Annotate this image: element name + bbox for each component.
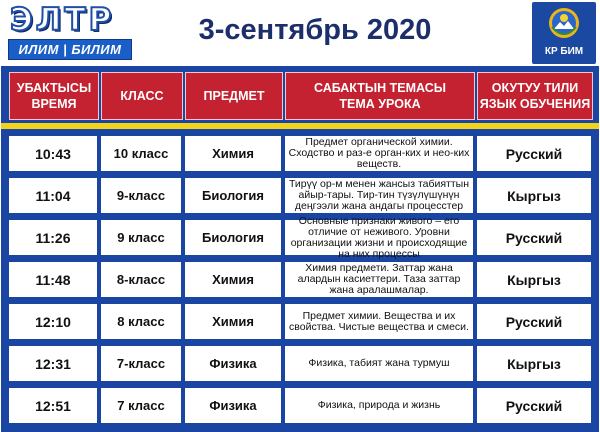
cell-time: 11:04 (9, 178, 97, 213)
cell-subject: Химия (185, 262, 281, 297)
table-header (1, 72, 599, 120)
cell-class: 9 класс (101, 220, 181, 255)
cell-topic: Предмет органической химии. Сходство и раз-е орган-ких и нео-ких веществ. (285, 136, 473, 171)
cell-subject: Химия (185, 136, 281, 171)
table-row (1, 262, 599, 298)
logo-subtitle: ИЛИМ | БИЛИМ (8, 39, 132, 60)
cell-class: 7 класс (101, 388, 181, 423)
header-class-label: КЛАСС (120, 89, 164, 103)
cell-subject: Биология (185, 178, 281, 213)
eltr-logo (6, 4, 132, 60)
cell-time: 11:26 (9, 220, 97, 255)
cell-class: 10 класс (101, 136, 181, 171)
cell-topic: Химия предмети. Заттар жана алардын касиеттери. Таза заттар жана аралашмалар. (285, 262, 473, 297)
cell-class: 9-класс (101, 178, 181, 213)
schedule-table (1, 66, 599, 432)
cell-topic: Предмет химии. Вещества и их свойства. Чистые вещества и смеси. (285, 304, 473, 339)
header-language-line1: ОКУТУУ ТИЛИ (491, 81, 579, 95)
cell-class: 7-класс (101, 346, 181, 381)
cell-language: Кыргыз (477, 178, 591, 213)
table-row (1, 388, 599, 424)
ministry-emblem (532, 2, 596, 64)
header-class (101, 72, 183, 120)
header-subject (185, 72, 283, 120)
cell-time: 11:48 (9, 262, 97, 297)
cell-language: Русский (477, 220, 591, 255)
table-row (1, 214, 599, 260)
table-row (1, 304, 599, 340)
header-time-line1: УБАКТЫСЫ (16, 81, 92, 95)
emblem-icon (548, 5, 580, 43)
header-time (9, 72, 99, 120)
header-topic (285, 72, 475, 120)
cell-topic: Физика, табият жана турмуш (285, 346, 473, 381)
cell-language: Кыргыз (477, 346, 591, 381)
cell-subject: Физика (185, 346, 281, 381)
table-row (1, 346, 599, 382)
header-divider (1, 123, 599, 129)
cell-topic: Тирүү ор-м менен жансыз табияттын айыр-тары. Тир-тин түзүлүшүнүн деңгээли жана андагы процесстер (285, 178, 473, 213)
cell-class: 8 класс (101, 304, 181, 339)
cell-subject: Физика (185, 388, 281, 423)
cell-subject: Химия (185, 304, 281, 339)
header-topic-line1: САБАКТЫН ТЕМАСЫ (314, 81, 446, 95)
emblem-label: КР БИМ (544, 46, 584, 57)
table-row (1, 178, 599, 214)
logo-wordmark: ЭЛТР (10, 2, 115, 38)
header-language-line2: ЯЗЫК ОБУЧЕНИЯ (479, 97, 591, 111)
cell-language: Русский (477, 136, 591, 171)
table-row (1, 136, 599, 172)
header-subject-label: ПРЕДМЕТ (203, 89, 265, 103)
cell-language: Русский (477, 304, 591, 339)
cell-topic: Физика, природа и жизнь (285, 388, 473, 423)
header-language (477, 72, 593, 120)
cell-time: 12:31 (9, 346, 97, 381)
cell-subject: Биология (185, 220, 281, 255)
cell-time: 10:43 (9, 136, 97, 171)
cell-time: 12:10 (9, 304, 97, 339)
cell-time: 12:51 (9, 388, 97, 423)
header-time-line2: ВРЕМЯ (31, 97, 77, 111)
cell-language: Русский (477, 388, 591, 423)
cell-topic: Основные признаки живого – его отличие от неживого. Уровни организации жизни и происходящие на них процессы (285, 220, 473, 255)
header-topic-line2: ТЕМА УРОКА (339, 97, 421, 111)
page-title: 3-сентябрь 2020 (198, 14, 432, 46)
cell-class: 8-класс (101, 262, 181, 297)
cell-language: Кыргыз (477, 262, 591, 297)
